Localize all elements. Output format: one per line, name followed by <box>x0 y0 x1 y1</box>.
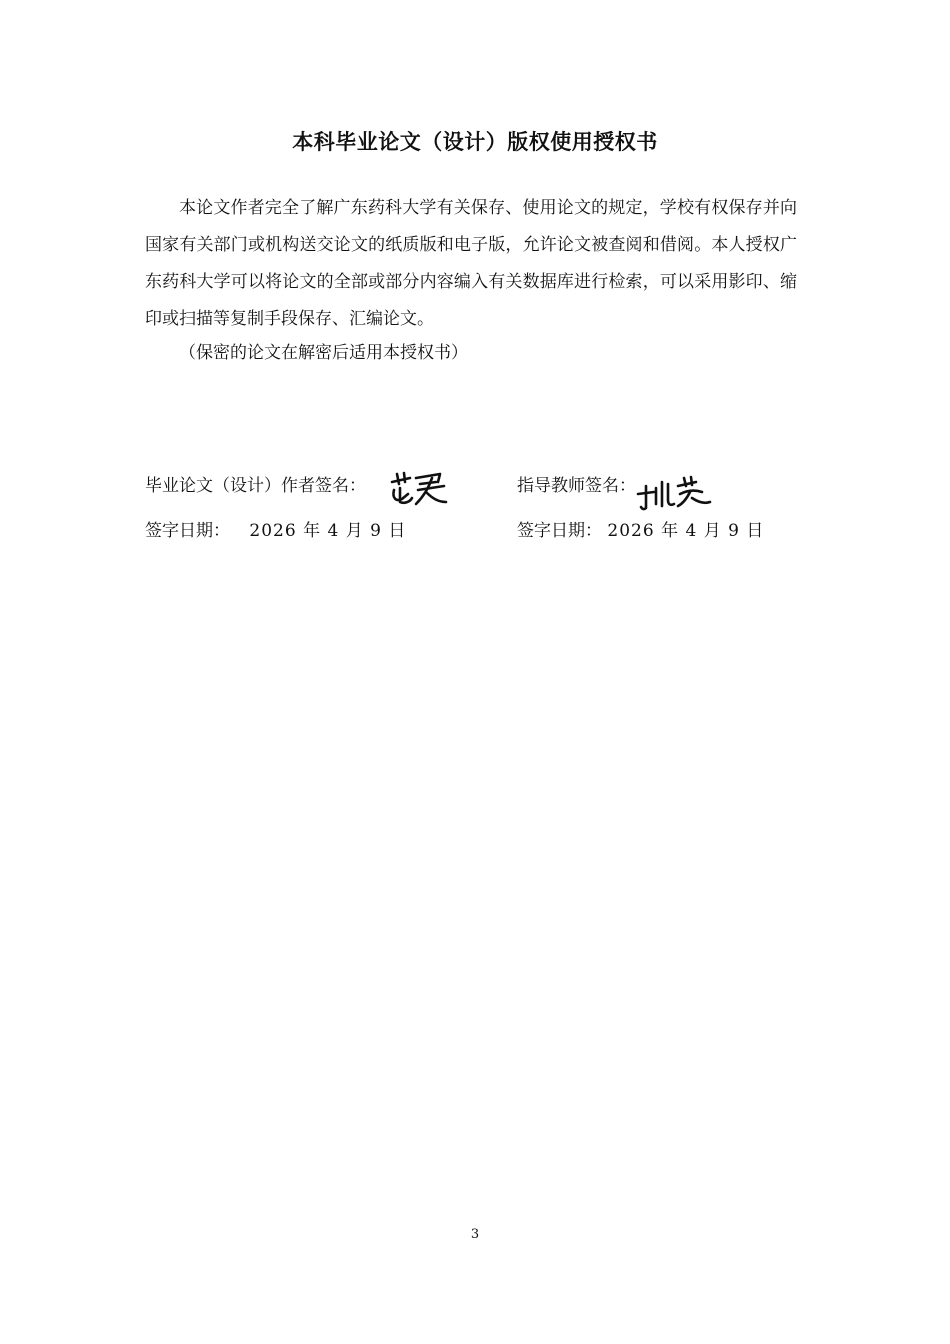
author-date-row <box>145 519 406 543</box>
document-title: 本科毕业论文（设计）版权使用授权书 <box>292 130 658 154</box>
advisor-handwritten-signature <box>636 474 714 512</box>
page-number: 3 <box>470 1227 480 1242</box>
advisor-date-row <box>517 519 764 543</box>
advisor-date-label: 签字日期： <box>517 521 602 541</box>
advisor-date-value: 2026 年 4 月 9 日 <box>607 521 765 541</box>
author-handwritten-signature <box>388 468 450 508</box>
author-signature-label: 毕业论文（设计）作者签名： <box>145 476 366 496</box>
author-date-label: 签字日期： <box>145 521 230 541</box>
author-date-value: 2026 年 4 月 9 日 <box>249 521 407 541</box>
advisor-signature-label: 指导教师签名： <box>517 476 636 496</box>
confidentiality-note: （保密的论文在解密后适用本授权书） <box>179 343 468 363</box>
authorization-paragraph: 本论文作者完全了解广东药科大学有关保存、使用论文的规定，学校有权保存并向国家有关部门或机构送交论文的纸质版和电子版，允许论文被查阅和借阅。本人授权广东药科大学可以将论文的全部或部分内容编入有关数据库进行检索，可以采用影印、缩印或扫描等复制手段保存、汇编论文。 <box>145 198 797 329</box>
